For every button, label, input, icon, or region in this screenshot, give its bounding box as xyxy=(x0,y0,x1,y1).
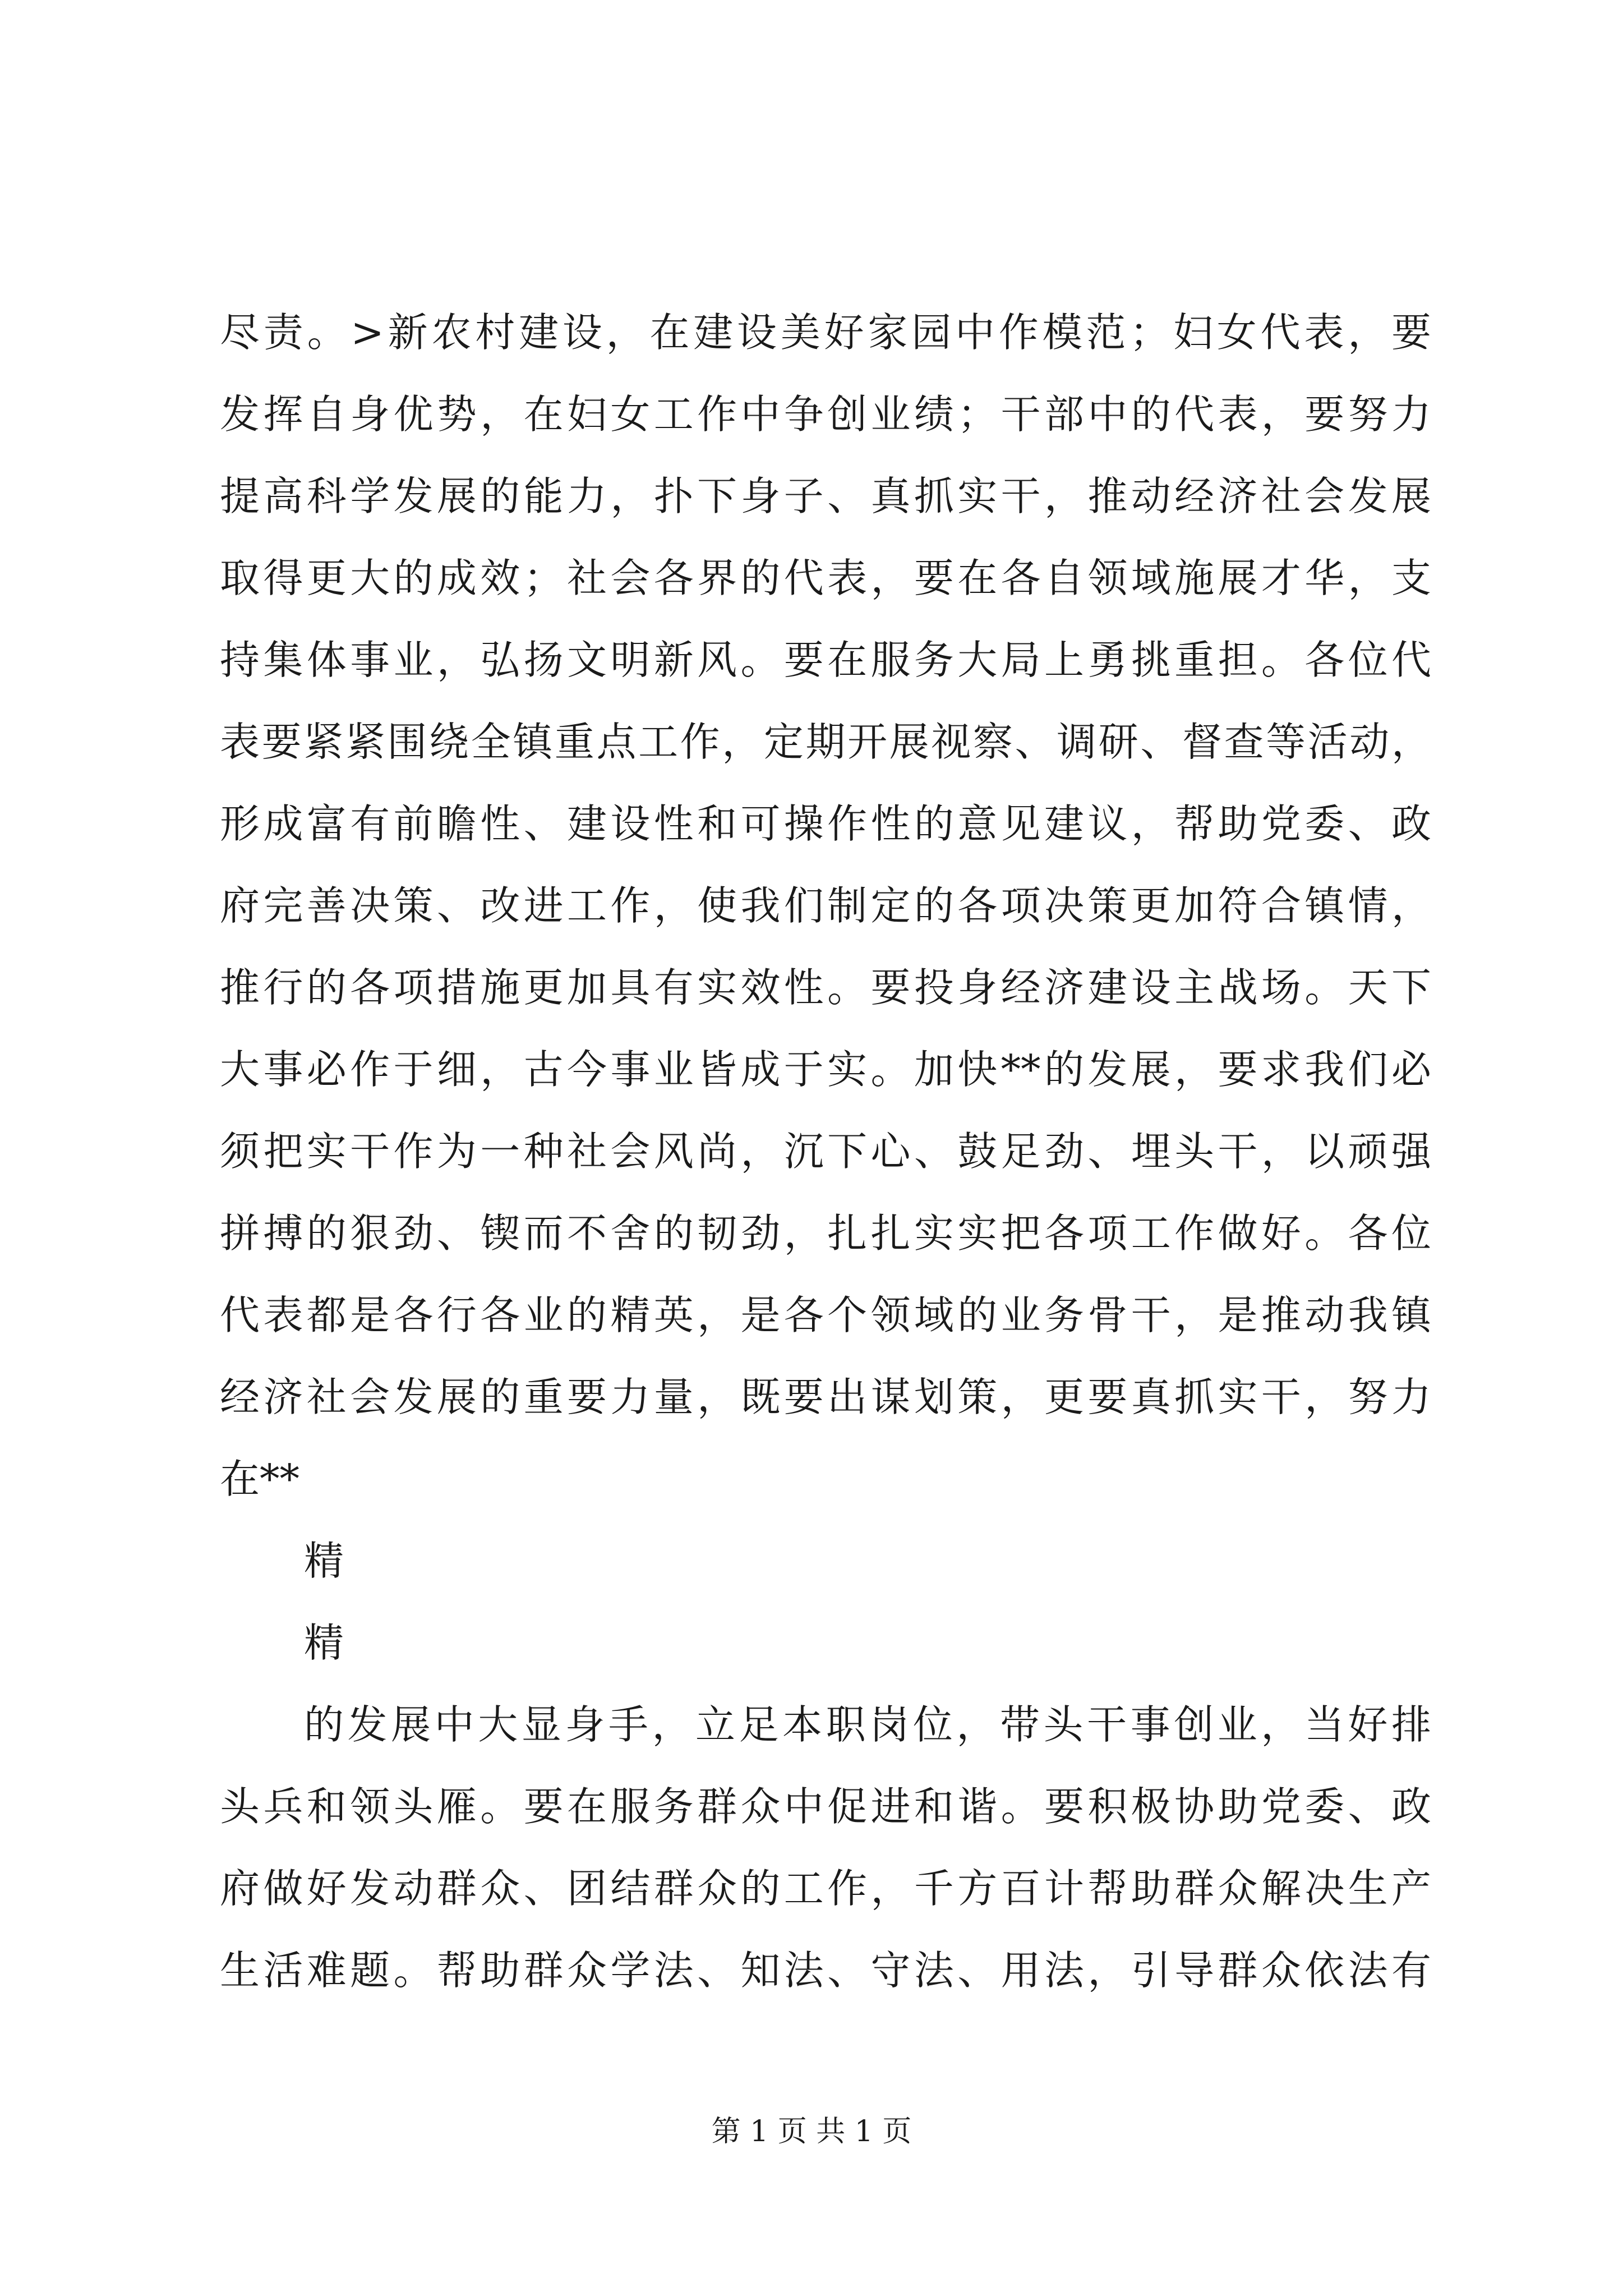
text-line: 府做好发动群众、团结群众的工作，千方百计帮助群众解决生产 xyxy=(220,1865,1431,1912)
text-line: 须把实干作为一种社会风尚，沉下心、鼓足劲、埋头干，以顽强 xyxy=(220,1128,1431,1175)
text-line: 府完善决策、改进工作，使我们制定的各项决策更加符合镇情， xyxy=(220,882,1431,929)
document-body xyxy=(220,292,1431,2012)
text-line: 发挥自身优势，在妇女工作中争创业绩；干部中的代表，要努力 xyxy=(220,391,1431,438)
text-line: 推行的各项措施更加具有实效性。要投身经济建设主战场。天下 xyxy=(220,964,1431,1011)
text-line: 取得更大的成效；社会各界的代表，要在各自领域施展才华，支 xyxy=(220,555,1431,601)
text-line: 生活难题。帮助群众学法、知法、守法、用法，引导群众依法有 xyxy=(220,1947,1431,1994)
page-number-footer: 第 1 页 共 1 页 xyxy=(711,2115,912,2148)
text-line: 拼搏的狠劲、锲而不舍的韧劲，扎扎实实把各项工作做好。各位 xyxy=(220,1210,1431,1257)
text-line: 在** xyxy=(220,1456,300,1502)
text-line: 的发展中大显身手，立足本职岗位，带头干事创业，当好排 xyxy=(304,1701,1431,1748)
text-fragment: 精 xyxy=(304,1538,344,1584)
text-line: 大事必作于细，古今事业皆成于实。加快**的发展，要求我们必 xyxy=(220,1046,1431,1093)
text-line: 代表都是各行各业的精英，是各个领域的业务骨干，是推动我镇 xyxy=(220,1292,1431,1338)
text-line: 表要紧紧围绕全镇重点工作，定期开展视察、调研、督查等活动， xyxy=(220,719,1431,765)
text-line: 形成富有前瞻性、建设性和可操作性的意见建议，帮助党委、政 xyxy=(220,800,1431,847)
text-line: 经济社会发展的重要力量，既要出谋划策，更要真抓实干，努力 xyxy=(220,1374,1431,1420)
text-line: 持集体事业，弘扬文明新风。要在服务大局上勇挑重担。各位代 xyxy=(220,637,1431,683)
text-line: 尽责。>新农村建设，在建设美好家园中作模范；妇女代表，要 xyxy=(220,309,1431,356)
text-line: 提高科学发展的能力，扑下身子、真抓实干，推动经济社会发展 xyxy=(220,473,1431,519)
text-fragment: 精 xyxy=(304,1619,344,1666)
text-line: 头兵和领头雁。要在服务群众中促进和谐。要积极协助党委、政 xyxy=(220,1783,1431,1830)
